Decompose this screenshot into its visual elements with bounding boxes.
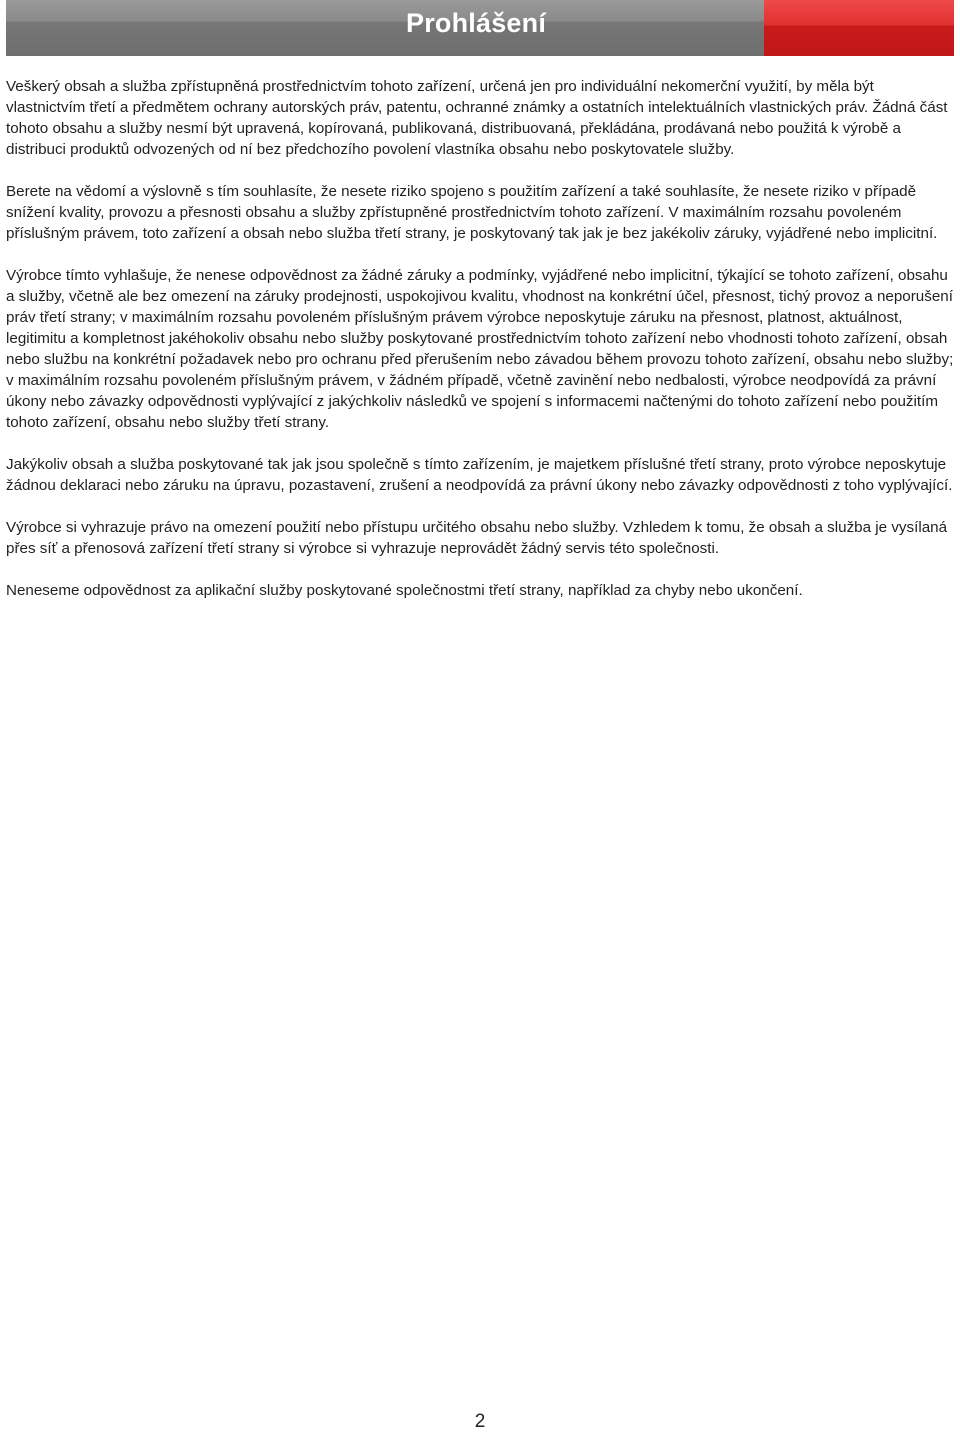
paragraph-service-restriction: Výrobce si vyhrazuje právo na omezení použití nebo přístupu určitého obsahu nebo služby. Vzhledem k tomu, že obsah a služba je vysílaná přes síť a přenosová zařízení třetí strany si výrobce si vyhrazuje neprovádět žádný servis této společnosti. [6,519,948,557]
paragraph-warranty-disclaimer: Výrobce tímto vyhlašuje, že nenese odpovědnost za žádné záruky a podmínky, vyjádřené nebo implicitní, týkající se tohoto zařízení, obsahu a služby, včetně ale bez omezení na záruky prodejnosti, uspokojivou kvalitu, vhodnost na konkrétní účel, přesnost, tichý provoz a neporušení práv třetí strany; v maximálním rozsahu povoleném příslušným právem výrobce neposkytuje záruku na přesnost, platnost, aktuálnost, legitimitu a kompletnost jakéhokoliv obsahu nebo služby poskytované prostřednictvím tohoto zařízení nebo vhodnosti tohoto zařízení, obsah nebo službu na konkrétní požadavek nebo pro ochranu před přerušením nebo závadou během provozu tohoto zařízení, obsahu nebo služby; v maximálním rozsahu povoleném příslušným právem, v žádném případě, včetně zavinění nebo nedbalosti, výrobce neodpovídá za právní úkony nebo závazky odpovědnosti vyplývající z jakýchkoliv následků ve spojení s informacemi načtenými do tohoto zařízení nebo použitím tohoto zařízení, obsahu nebo služby třetí strany. [6,267,954,431]
paragraph-risk: Berete na vědomí a výslovně s tím souhlasíte, že nesete riziko spojeno s použitím zařízení a také souhlasíte, že nesete riziko v případě snížení kvality, provozu a přesnosti obsahu a služby zpřístupněné prostřednictvím tohoto zařízení. V maximálním rozsahu povoleném příslušným právem, toto zařízení a obsah nebo služba třetí strany, je poskytovaný tak jak je bez jakékoliv záruky, vyjádřené nebo implicitní. [6,183,938,242]
header-accent [764,0,954,56]
page-number: 2 [474,1411,486,1432]
paragraph-third-party-content: Jakýkoliv obsah a služba poskytované tak jak jsou společně s tímto zařízením, je majetkem příslušné třetí strany, proto výrobce neposkytuje žádnou deklaraci nebo záruku na úpravu, pozastavení, zrušení a neodpovídá za právní úkony nebo závazky odpovědnosti z toho vyplývající. [6,456,953,494]
paragraph-third-party-services: Neneseme odpovědnost za aplikační služby poskytované společnostmi třetí strany, například za chyby nebo ukončení. [6,582,803,599]
paragraph-copyright: Veškerý obsah a služba zpřístupněná prostřednictvím tohoto zařízení, určená jen pro individuální nekomerční využití, by měla být vlastnictvím třetí a předmětem ochrany autorských práv, patentu, ochranné známky a ostatních intelektuálních vlastnických práv. Žádná část tohoto obsahu a služby nesmí být upravená, kopírovaná, publikovaná, distribuovaná, překládána, prodávaná nebo použitá k výrobě a distribuci produktů odvozených od ní bez předchozího povolení vlastníka obsahu nebo poskytovatele služby. [6,78,948,158]
page-title: Prohlášení [406,8,547,38]
document-body [6,76,956,622]
